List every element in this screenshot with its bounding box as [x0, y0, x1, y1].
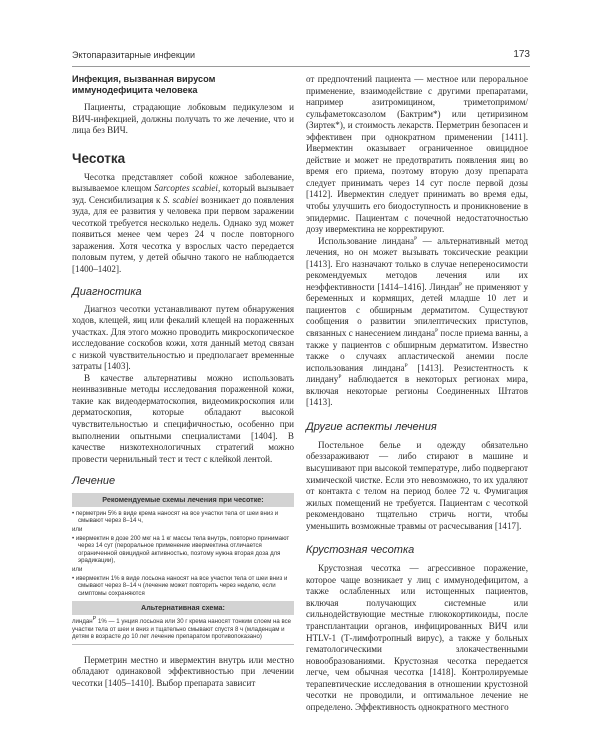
rx-mark: Р	[338, 374, 342, 381]
species-name: Sarcoptes scabiei	[154, 183, 218, 194]
regimen-or: или	[72, 526, 83, 533]
right-column	[306, 74, 528, 713]
text-run: после приема ванны, а также у пациентов с обширным дерматитом. Известно также о случаях апластической анемии после использования линдана	[306, 328, 528, 373]
paragraph-scabies	[72, 172, 294, 276]
alternative-regimen-title: Альтернативная схема:	[72, 601, 294, 615]
heading-crusted-scabies: Крустозная чесотка	[306, 544, 415, 557]
rx-mark: Р	[434, 328, 439, 334]
text-run: [1413]. Резистентность к линдану	[306, 362, 528, 385]
paragraph-other-aspects: Постельное белье и одежду обязательно обеззараживают — либо стирают в машине и высушивают при высокой температуре, либо подвергают химической чистке. Если это невозможно, то их удаляют от контакта с телом на период более 72 ч. Фумигация жилых помещений не требуется. Пациентам с чесоткой рекомендовано тщательно стричь ногти, чтобы уменьшить возможные травмы от расчесывания [1417].	[306, 439, 528, 531]
rx-mark: Р	[458, 281, 463, 288]
text-run: возникает до появления зуда, для ее развития у человека при первом заражении чесоткой требуется несколько недель. Однако зуд может появиться менее чем через 24 ч после повторного заражения. Хотя чесотка у взрослых часто передается половым путем, у детей обычно такого не наблюдается [1400–1402].	[72, 194, 294, 275]
paragraph-lindane	[306, 236, 528, 409]
subheading-hiv: Инфекция, вызванная вирусом иммунодефицита человека	[72, 74, 216, 95]
text-run: Чесотка представляет собой кожное заболевание, вызываемое клещом	[72, 171, 294, 194]
left-column	[72, 74, 294, 689]
text-run: Использование линдана	[318, 235, 415, 246]
paragraph-crusted-scabies: Крустозная чесотка — агрессивное поражение, которое чаще возникает у лиц с иммунодефицитом, а также ослабленных или истощенных пациентов, включая получающих системные или сильнодействующие местные глюкокортикоиды, после трансплантации органов, инфицированных ВИЧ или HTLV-1 (Т-лимфотропный вирус), а также у больных гематологическими злокачественными новообразованиями. Крустозная чесотка передается легче, чем обычная чесотка [1418]. Контролируемые терапевтические исследования в отношении крустозной чесотки не проводили, и оптимальное лечение не определено. Эффективность однократного местного	[306, 563, 528, 712]
running-header-title: Эктопаразитарные инфекции	[72, 50, 196, 60]
heading-scabies: Чесотка	[72, 150, 126, 166]
paragraph-hiv: Пациенты, страдающие лобковым педикулезом и ВИЧ-инфекцией, должны получать то же лечение, что и лица без ВИЧ.	[72, 102, 294, 136]
paragraph-diagnostics-2: В качестве альтернативы можно использовать неинвазивные методы исследования пораженной кожи, такие как видеодерматоскопия, видеомикроскопия или дерматоскопия, которые обладают высокой чувствительностью и специфичностью, особенно при выполнении опытными специалистами [1404]. В качестве низкотехнологичных стратегий можно провести чернильный тест и тест с клейкой лентой.	[72, 372, 294, 464]
regimen-item: • ивермектин 1% в виде лосьона наносят на все участки тела от шеи вниз и смывают через 8–14 ч (лечение может повторить через неделю, если симптомы сохраняются	[72, 574, 288, 597]
text-run: 1% — 1 унция лосьона или 30 г крема наносят тонким слоем на все участки тела от шеи и вниз и тщательно смывают спустя 8 ч (младенцам и детям в возрасте до 10 лет лечение препаратом противопоказано)	[72, 617, 292, 641]
regimen-or: или	[72, 565, 83, 573]
species-name: S. scabiei	[163, 194, 199, 205]
rx-mark: Р	[404, 362, 408, 369]
running-header	[72, 44, 530, 67]
alternative-regimen-text	[72, 615, 294, 645]
page-number: 173	[513, 49, 530, 60]
text-run: не применяют у беременных и кормящих, детей младше 10 лет и пациентов с обширным дерматитом. Существуют сообщения о развитии эпилептических приступов, связанных с нанесением линдана	[306, 281, 528, 339]
regimen-item: • ивермектин в дозе 200 мкг на 1 кг массы тела внутрь, повторно принимают через 14 сут (пероральное применение ивермектина отличается ограниченной овицидной активностью, поэтому нужна вторая доза для эрадикации),	[72, 534, 290, 565]
heading-diagnostics: Диагностика	[72, 285, 142, 298]
heading-other-aspects: Другие аспекты лечения	[306, 420, 437, 433]
text-run: наблюдается в некоторых регионах мира, включая некоторые регионы Соединенных Штатов [1413].	[306, 374, 528, 408]
paragraph-treatment-choice: Перметрин местно и ивермектин внутрь или местно обладают одинаковой эффективностью при лечении чесотки [1405–1410]. Выбор препарата зависит	[72, 654, 294, 688]
treatment-regimen-box	[72, 493, 294, 645]
heading-treatment: Лечение	[72, 475, 116, 488]
rx-mark: Р	[414, 235, 418, 242]
rx-mark: Р	[92, 615, 97, 622]
paragraph-continued: от предпочтений пациента — местное или пероральное применение, взаимодействие с другими препаратами, например азитромицином, триметопримом/сульфаметоксазолом (Бактрим*) или цетиризином (Зиртек*), и стоимость лекарств. Перметрин безопасен и эффективен при однократном применении [1411]. Ивермектин оказывает ограниченное овицидное действие и может не предотвратить появления яиц во время его приема, поэтому вторую дозу препарата следует принимать через 14 сут после первой дозы [1412]. Ивермектин следует принимать во время еды, чтобы улучшить его биодоступность и проникновение в эпидермис. Пациентам с почечной недостаточностью дозу ивермектина не корректируют.	[306, 74, 528, 235]
regimen-item: • перметрин 5% в виде крема наносят на все участки тела от шеи вниз и смывают через 8–14 ч,	[72, 509, 279, 525]
text-run: линдан	[72, 617, 93, 625]
regimen-box-title: Рекомендуемые схемы лечения при чесотке:	[72, 493, 294, 507]
text-run: , который вызывает зуд. Сенсибилизация к	[72, 183, 294, 205]
text-run: — альтернативный метод лечения, но он может вызывать токсические реакции [1413]. Его назначают только в случае непереносимости рекомендуемых методов лечения или их неэффективности [1414–1416]. Линдан	[306, 235, 528, 292]
paragraph-diagnostics-1: Диагноз чесотки устанавливают путем обнаружения ходов, клещей, яиц или фекалий клещей на пораженных участках. Для этого можно проводить микроскопическое исследование соскобов кожи, хотя данный метод связан с низкой чувствительностью и предполагает временные затраты [1403].	[72, 303, 294, 372]
